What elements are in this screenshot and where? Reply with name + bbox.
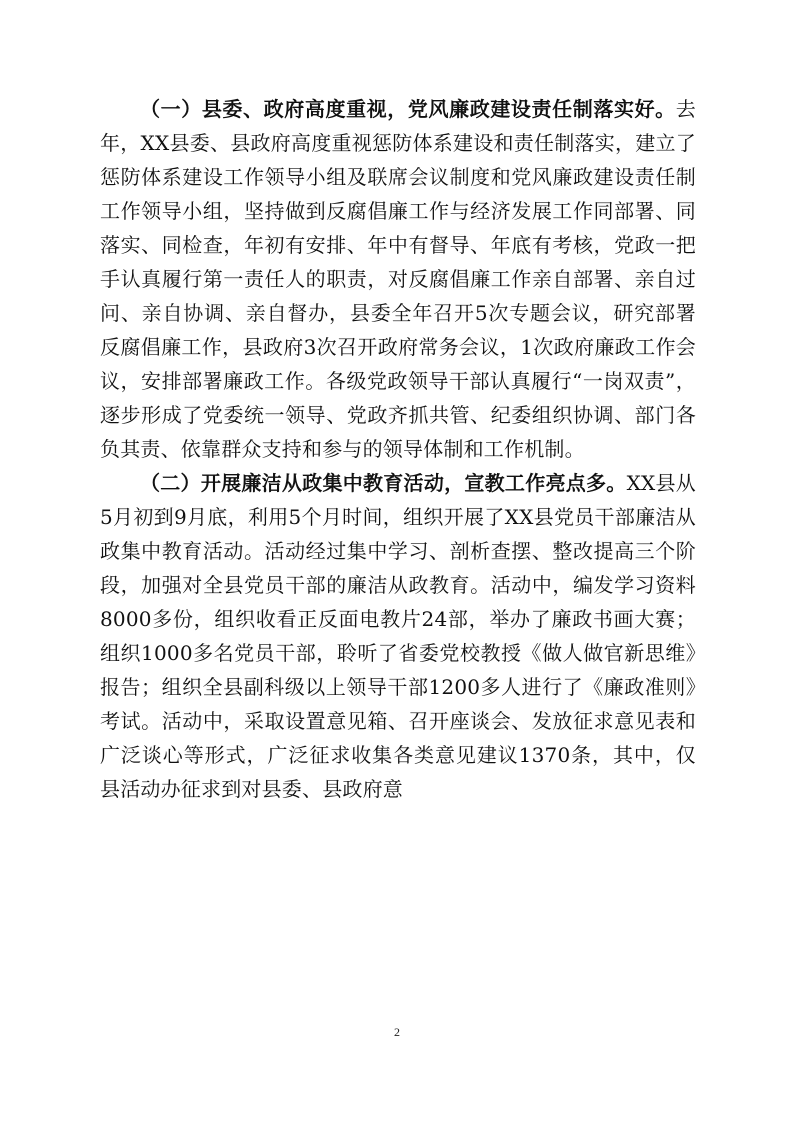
paragraph-1-text: 去年，XX县委、县政府高度重视惩防体系建设和责任制落实，建立了惩防体系建设工作领导小组及联席会议制度和党风廉政建设责任制工作领导小组，坚持做到反腐倡廉工作与经济发展工作同部署、同落实、同检查，年初有安排、年中有督导、年底有考核，党政一把手认真履行第一责任人的职责，对反腐倡廉工作亲自部署、亲自过问、亲自协调、亲自督办，县委全年召开5次专题会议，研究部署反腐倡廉工作，县政府3次召开政府常务会议，1次政府廉政工作会议，安排部署廉政工作。各级党政领导干部认真履行“一岗双责”，逐步形成了党委统一领导、党政齐抓共管、纪委组织协调、部门各负其责、依靠群众支持和参与的领导体制和工作机制。 [100,97,696,461]
paragraph-1-heading: （一）县委、政府高度重视，党风廉政建设责任制落实好。 [140,97,676,121]
paragraph-2-heading: （二）开展廉洁从政集中教育活动，宣教工作亮点多。 [140,471,627,495]
paragraph-2-text: XX县从5月初到9月底，利用5个月时间，组织开展了XX县党员干部廉洁从政集中教育活动。活动经过集中学习、剖析查摆、整改提高三个阶段，加强对全县党员干部的廉洁从政教育。活动中，编发学习资料8000多份，组织收看正反面电教片24部，举办了廉政书画大赛；组织1000多名党员干部，聆听了省委党校教授《做人做官新思维》报告；组织全县副科级以上领导干部1200多人进行了《廉政准则》考试。活动中，采取设置意见箱、召开座谈会、发放征求意见表和广泛谈心等形式，广泛征求收集各类意见建议1370条，其中，仅县活动办征求到对县委、县政府意 [100,471,696,801]
paragraph-1 [100,92,696,466]
page-number: 2 [394,1025,400,1039]
paragraph-2 [100,466,696,806]
document-body [100,92,696,806]
